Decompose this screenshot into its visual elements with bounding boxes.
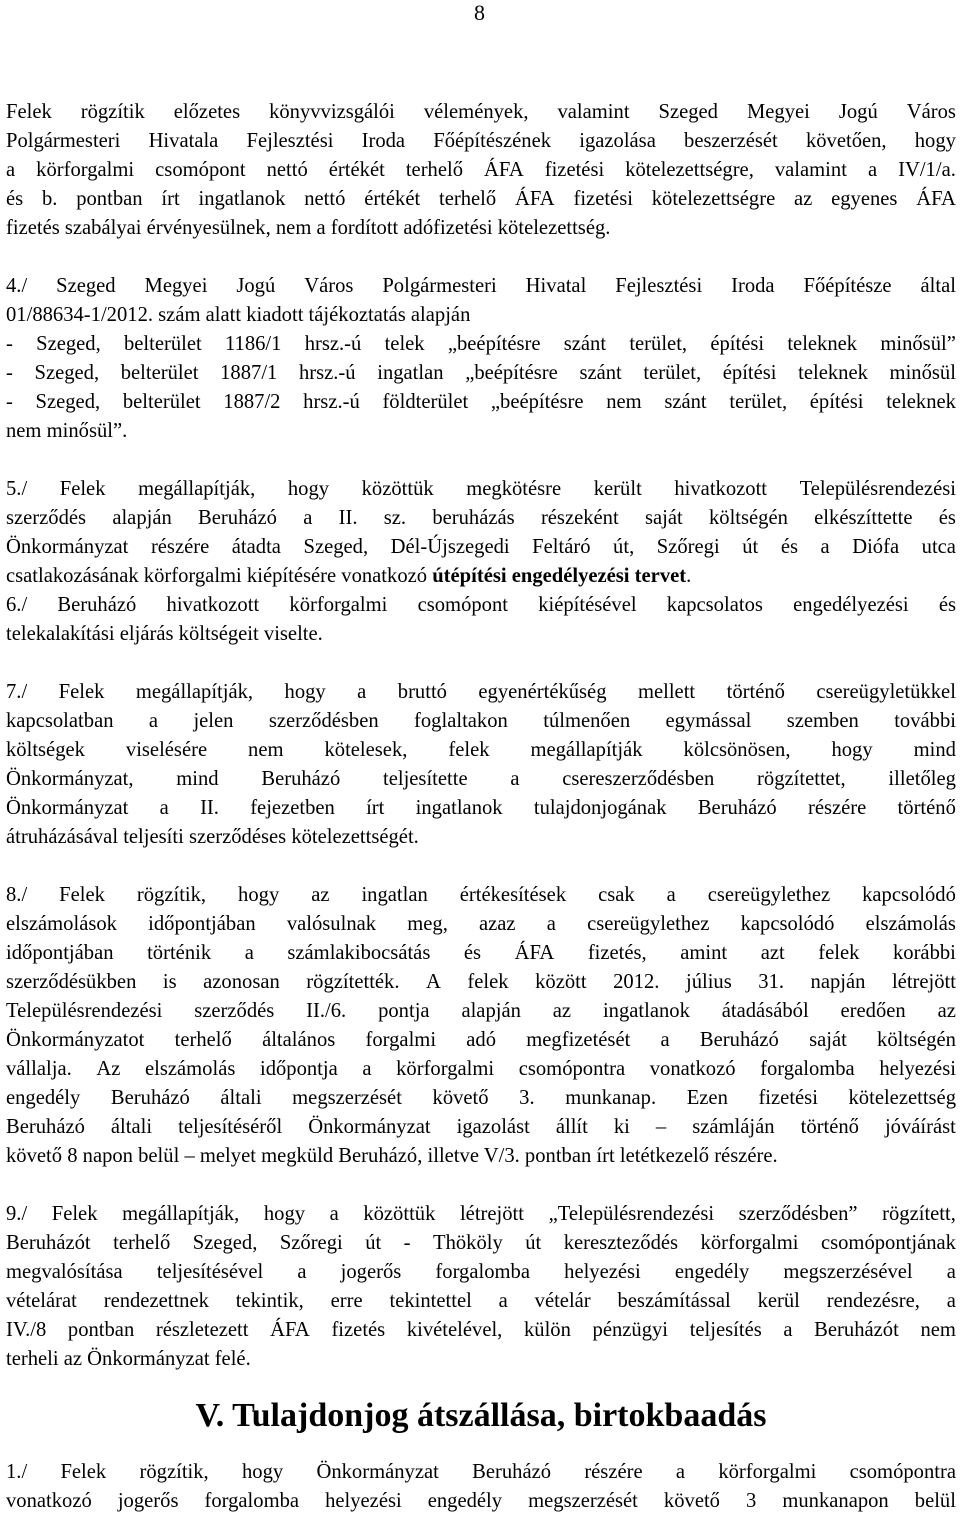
text-line: 1./ Felek rögzítik, hogy Önkormányzat Beruházó részére a körforgalmi csomópontra [6,1461,956,1483]
text-line: 4./ Szeged Megyei Jogú Város Polgármesteri Hivatal Fejlesztési Iroda Főépítésze által [6,275,956,297]
text-line: terheli az Önkormányzat felé. [6,1348,251,1370]
text-line: Felek rögzítik előzetes könyvvizsgálói vélemények, valamint Szeged Megyei Jogú Város [6,101,956,123]
text-line: 8./ Felek rögzítik, hogy az ingatlan értékesítések csak a csereügylethez kapcsolódó [6,884,956,906]
text-line: szerződésükben is azonosan rögzítették. A felek között 2012. július 31. napján létrejött [6,971,956,993]
text-line: kapcsolatban a jelen szerződésben foglaltakon túlmenően egymással szemben további [6,710,956,732]
paragraph-5 [6,475,956,591]
text-line: IV./8 pontban részletezett ÁFA fizetés kivételével, külön pénzügyi teljesítés a Beruházót nem [6,1319,956,1341]
text-line: engedély Beruházó általi megszerzését követő 3. munkanap. Ezen fizetési kötelezettség [6,1087,956,1109]
text-line: időpontjában történik a számlakibocsátás és ÁFA fizetés, amint azt felek korábbi [6,942,956,964]
text-line: vállalja. Az elszámolás időpontja a körforgalmi csomópontra vonatkozó forgalomba helyezési [6,1058,956,1080]
text-line: csatlakozásának körforgalmi kiépítésére vonatkozó útépítési engedélyezési tervet. [6,565,692,587]
text-line: elszámolások időpontjában valósulnak meg, azaz a csereügylethez kapcsolódó elszámolás [6,913,956,935]
section-heading: V. Tulajdonjog átszállása, birtokbaadás [195,1397,767,1434]
text-line: átruházásával teljesíti szerződéses kötelezettségét. [6,826,419,848]
text-line: 7./ Felek megállapítják, hogy a bruttó egyenértékűség mellett történő csereügyletükkel [6,681,956,703]
text-line: - Szeged, belterület 1887/2 hrsz.-ú földterület „beépítésre nem szánt terület, építési teleknek [6,391,956,413]
paragraph-8 [6,881,956,1171]
text-line: 6./ Beruházó hivatkozott körforgalmi csomópont kiépítésével kapcsolatos engedélyezési és [6,594,956,616]
paragraph-6 [6,591,956,649]
bold-text: útépítési engedélyezési tervet [432,565,687,587]
text-line: Beruházó általi teljesítéséről Önkormányzat igazolást állít ki – számláján történő jóváírást [6,1116,956,1138]
text-line: és b. pontban írt ingatlanok nettó értékét terhelő ÁFA fizetési kötelezettségre az egyenes ÁFA [6,188,956,210]
text-line: Önkormányzat részére átadta Szeged, Dél-Újszegedi Feltáró út, Szőregi út és a Diófa utca [6,536,956,558]
paragraph-vat-obligation [6,98,956,243]
text-line: Önkormányzatot terhelő általános forgalmi adó megfizetését a Beruházó saját költségén [6,1029,956,1051]
text-line: 01/88634-1/2012. szám alatt kiadott tájékoztatás alapján [6,304,471,326]
text-line: megvalósítása teljesítésével a jogerős forgalomba helyezési engedély megszerzésével a [6,1261,956,1283]
text-line: szerződés alapján Beruházó a II. sz. beruházás részeként saját költségén elkészíttette és [6,507,956,529]
paragraph-9 [6,1200,956,1374]
text-line: - Szeged, belterület 1186/1 hrsz.-ú telek „beépítésre szánt terület, építési teleknek minősül” [6,333,956,355]
text-line: 5./ Felek megállapítják, hogy közöttük megkötésre került hivatkozott Településrendezési [6,478,956,500]
text-line: vonatkozó jogerős forgalomba helyezési engedély megszerzését követő 3 munkanapon belül [6,1490,956,1512]
text-line: nem minősül”. [6,420,128,442]
text-line: - Szeged, belterület 1887/1 hrsz.-ú ingatlan „beépítésre szánt terület, építési teleknek minősül [6,362,956,384]
document-body [6,98,956,1516]
text-line: Önkormányzat, mind Beruházó teljesítette a csereszerződésben rögzítettet, illetőleg [6,768,956,790]
paragraph-4 [6,272,956,446]
text-line: telekalakítási eljárás költségeit viselte. [6,623,323,645]
paragraph-7 [6,678,956,852]
text-line: Önkormányzat a II. fejezetben írt ingatlanok tulajdonjogának Beruházó részére történő [6,797,956,819]
text-line: vételárat rendezettnek tekintik, erre tekintettel a vételár beszámítással kerül rendezésre, a [6,1290,956,1312]
text-line: költségek viselésére nem kötelesek, felek megállapítják kölcsönösen, hogy mind [6,739,956,761]
text-line: 9./ Felek megállapítják, hogy a közöttük létrejött „Településrendezési szerződésben” rögzített, [6,1203,956,1225]
text-line: követő 8 napon belül – melyet megküld Beruházó, illetve V/3. pontban írt letétkezelő részére. [6,1145,778,1167]
text-line: fizetés szabályai érvényesülnek, nem a fordított adófizetési kötelezettség. [6,217,611,239]
text-line: Beruházót terhelő Szeged, Szőregi út - Thököly út kereszteződés körforgalmi csomópontjának [6,1232,956,1254]
text-line: Településrendezési szerződés II./6. pontja alapján az ingatlanok átadásából eredően az [6,1000,956,1022]
paragraph-v-1 [6,1458,956,1516]
text-line: a körforgalmi csomópont nettó értékét terhelő ÁFA fizetési kötelezettségre, valamint a IV/1/a. [6,159,956,181]
page-number: 8 [474,0,485,25]
text-line: Polgármesteri Hivatala Fejlesztési Iroda Főépítészének igazolása beszerzését követően, hogy [6,130,956,152]
